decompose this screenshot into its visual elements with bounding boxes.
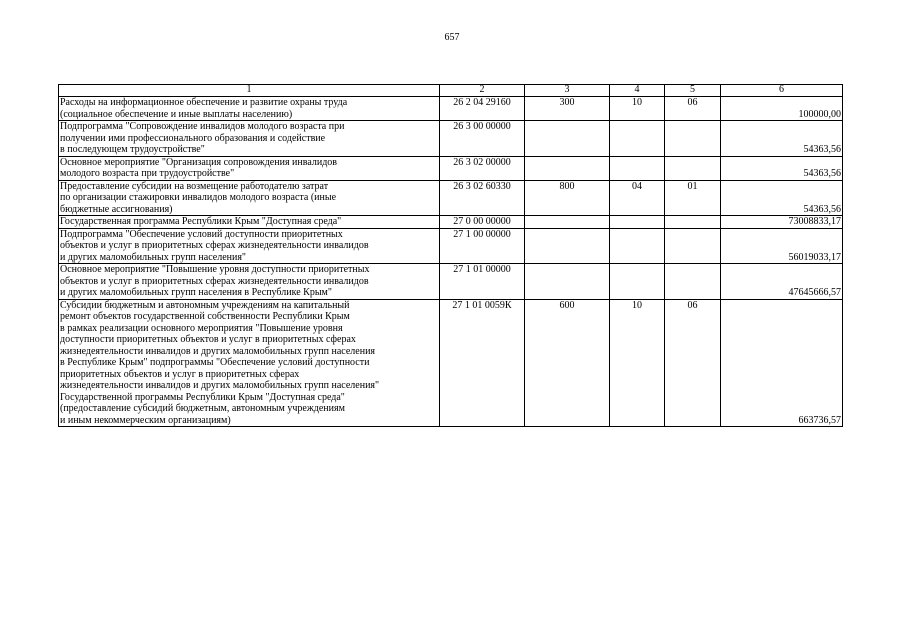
row-col4: 10: [610, 97, 665, 121]
row-col5: 06: [665, 97, 721, 121]
row-col3: 800: [525, 180, 610, 216]
row-col3: 300: [525, 97, 610, 121]
column-header-1: 1: [59, 85, 440, 97]
row-col4: [610, 228, 665, 264]
row-name: Предоставление субсидии на возмещение работодателю затрат по организации стажировки инвалидов молодого возраста (иные бюджетные ассигнования): [59, 180, 440, 216]
row-col3: [525, 156, 610, 180]
row-code: 27 1 00 00000: [440, 228, 525, 264]
row-name: Расходы на информационное обеспечение и развитие охраны труда (социальное обеспечение и иные выплаты населению): [59, 97, 440, 121]
row-code: 26 2 04 29160: [440, 97, 525, 121]
row-code: 26 3 02 00000: [440, 156, 525, 180]
row-name: Подпрограмма "Сопровождение инвалидов молодого возраста при получении ими профессионального образования и содействие в последующем трудоустройстве": [59, 121, 440, 157]
row-col4: [610, 156, 665, 180]
row-name: Основное мероприятие "Организация сопровождения инвалидов молодого возраста при трудоустройстве": [59, 156, 440, 180]
table-row: [59, 97, 843, 121]
row-code: 27 1 01 00000: [440, 264, 525, 300]
row-col5: [665, 121, 721, 157]
row-col5: 06: [665, 299, 721, 427]
row-col5: [665, 216, 721, 229]
row-col3: [525, 228, 610, 264]
row-amount: 663736,57: [721, 299, 843, 427]
row-code: 26 3 00 00000: [440, 121, 525, 157]
row-col3: [525, 121, 610, 157]
column-header-2: 2: [440, 85, 525, 97]
row-col4: 04: [610, 180, 665, 216]
row-col3: 600: [525, 299, 610, 427]
table-row: [59, 299, 843, 427]
page-number: 657: [444, 32, 460, 43]
table-row: [59, 180, 843, 216]
row-name: Подпрограмма "Обеспечение условий доступности приоритетных объектов и услуг в приоритетных сферах жизнедеятельности инвалидов и других маломобильных групп населения": [59, 228, 440, 264]
row-amount: 54363,56: [721, 121, 843, 157]
row-amount: 54363,56: [721, 180, 843, 216]
row-code: 26 3 02 60330: [440, 180, 525, 216]
column-header-4: 4: [610, 85, 665, 97]
table-row: [59, 156, 843, 180]
table-header-row: [59, 85, 843, 97]
row-col3: [525, 216, 610, 229]
table-row: [59, 121, 843, 157]
row-col5: [665, 156, 721, 180]
row-amount: 56019033,17: [721, 228, 843, 264]
row-col4: [610, 264, 665, 300]
budget-table: [58, 84, 843, 427]
row-col4: 10: [610, 299, 665, 427]
row-code: 27 0 00 00000: [440, 216, 525, 229]
row-col3: [525, 264, 610, 300]
row-col4: [610, 216, 665, 229]
column-header-5: 5: [665, 85, 721, 97]
row-amount: 100000,00: [721, 97, 843, 121]
row-amount: 54363,56: [721, 156, 843, 180]
row-amount: 73008833,17: [721, 216, 843, 229]
row-name: Субсидии бюджетным и автономным учреждениям на капитальный ремонт объектов государственной собственности Республики Крым в рамках реализации основного мероприятия "Повышение уровня доступности приоритетных объектов и услуг в приоритетных сферах жизнедеятельности инвалидов и других маломобильных групп населения в Республике Крым" подпрограммы "Обеспечение условий доступности приоритетных объектов и услуг в приоритетных сферах жизнедеятельности инвалидов и других маломобильных групп населения" Государственной программы Республики Крым "Доступная среда" (предоставление субсидий бюджетным, автономным учреждениям и иным некоммерческим организациям): [59, 299, 440, 427]
table-row: [59, 216, 843, 229]
table-row: [59, 264, 843, 300]
row-col5: 01: [665, 180, 721, 216]
column-header-3: 3: [525, 85, 610, 97]
column-header-6: 6: [721, 85, 843, 97]
row-col5: [665, 228, 721, 264]
row-code: 27 1 01 0059К: [440, 299, 525, 427]
row-col4: [610, 121, 665, 157]
row-col5: [665, 264, 721, 300]
row-amount: 47645666,57: [721, 264, 843, 300]
row-name: Государственная программа Республики Крым "Доступная среда": [59, 216, 440, 229]
row-name: Основное мероприятие "Повышение уровня доступности приоритетных объектов и услуг в приоритетных сферах жизнедеятельности инвалидов и других маломобильных групп населения в Республике Крым": [59, 264, 440, 300]
table-row: [59, 228, 843, 264]
